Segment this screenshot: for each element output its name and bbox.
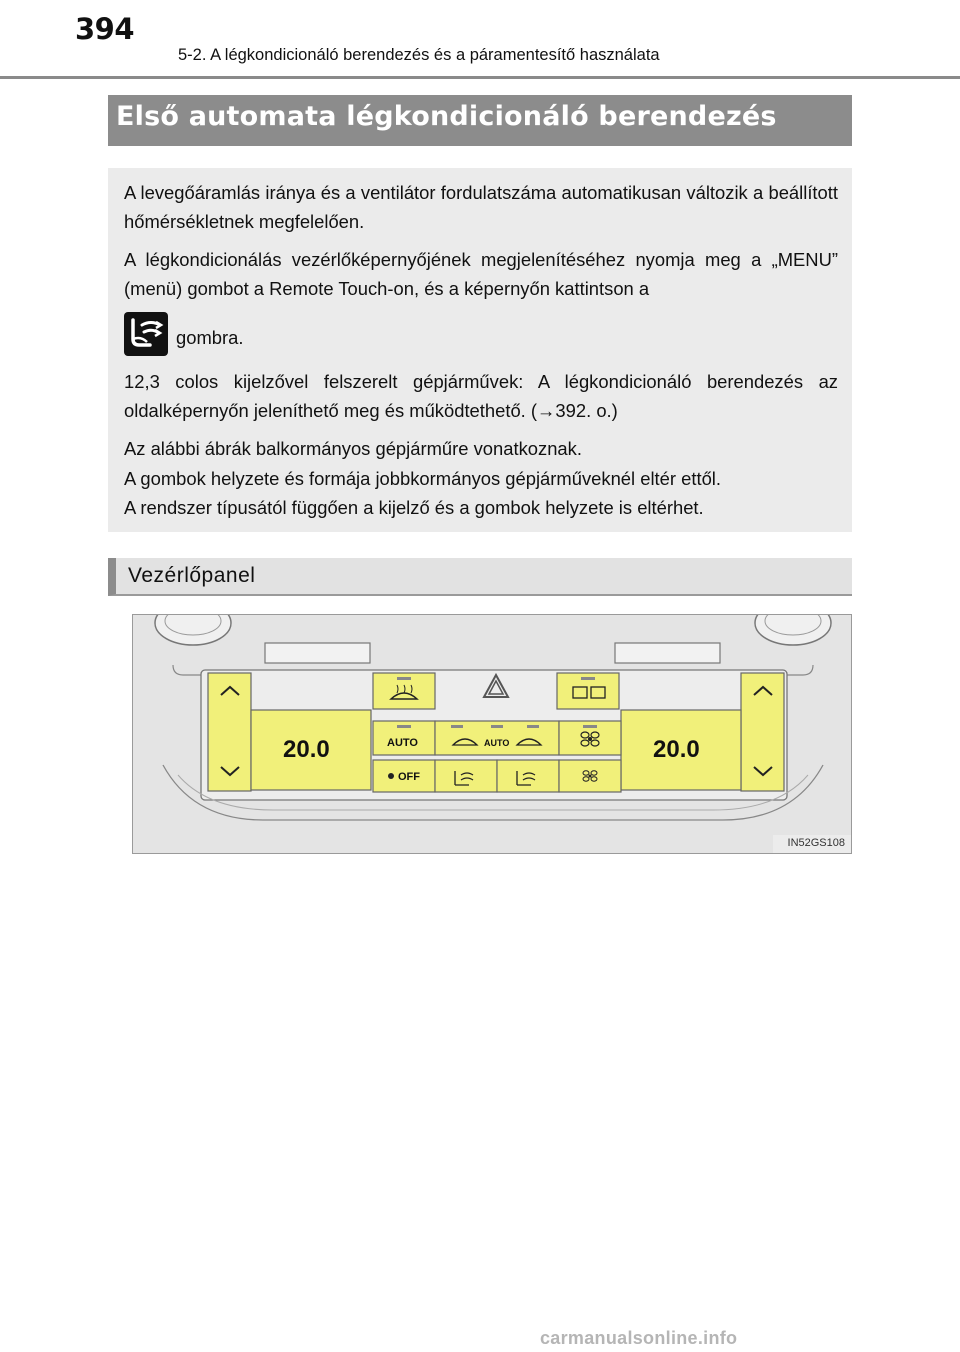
page-number: 394 — [75, 12, 135, 46]
info-paragraph-2-tail: gombra. — [176, 327, 244, 348]
seat-airflow-icon — [124, 312, 168, 356]
info-box — [108, 168, 852, 532]
control-panel-svg — [133, 615, 852, 854]
page-header — [0, 0, 960, 78]
chapter-title: 5-2. A légkondicionáló berendezés és a páramentesítő használata — [178, 46, 660, 64]
info-paragraph-3: 12,3 colos kijelzővel felszerelt gépjárművek: A légkondicionáló berendezés az oldalképernyőn jeleníthető meg és működtethető. (→392. o.) — [124, 371, 838, 421]
info-note-2: A gombok helyzete és formája jobbkormányos gépjárműveknél eltér ettől. — [124, 468, 721, 489]
right-knob-shape — [755, 615, 831, 645]
mode-button — [435, 760, 497, 792]
left-temp-value: 20.0 — [283, 736, 330, 763]
seat-air-button — [497, 760, 559, 792]
section-title-bar — [108, 95, 852, 146]
info-paragraph-2: A légkondicionálás vezérlőképernyőjének megjelenítéséhez nyomja meg a „MENU” (menü) gombot a Remote Touch-on, és a képernyőn kattintson a — [124, 249, 838, 299]
subsection-title: Vezérlőpanel — [128, 564, 256, 587]
info-note-1: Az alábbi ábrák balkormányos gépjárműre vonatkoznak. — [124, 438, 582, 459]
watermark: carmanualsonline.info — [540, 1328, 738, 1348]
control-panel-illustration — [132, 614, 852, 854]
image-code: IN52GS108 — [787, 837, 845, 849]
auto-intake-label: AUTO — [484, 738, 510, 748]
fan-off-label: OFF — [398, 771, 420, 783]
info-note-3: A rendszer típusától függően a kijelző és a gombok helyzete is eltérhet. — [124, 497, 704, 518]
header-divider — [0, 76, 960, 79]
auto-button-label: AUTO — [387, 737, 418, 749]
section-title: Első automata légkondicionáló berendezés — [116, 101, 777, 132]
subsection-bar — [108, 558, 852, 596]
left-knob-shape — [155, 615, 231, 645]
right-temp-value: 20.0 — [653, 736, 700, 763]
info-paragraph-1: A levegőáramlás iránya és a ventilátor fordulatszáma automatikusan változik a beállított hőmérsékletnek megfelelően. — [124, 182, 838, 232]
